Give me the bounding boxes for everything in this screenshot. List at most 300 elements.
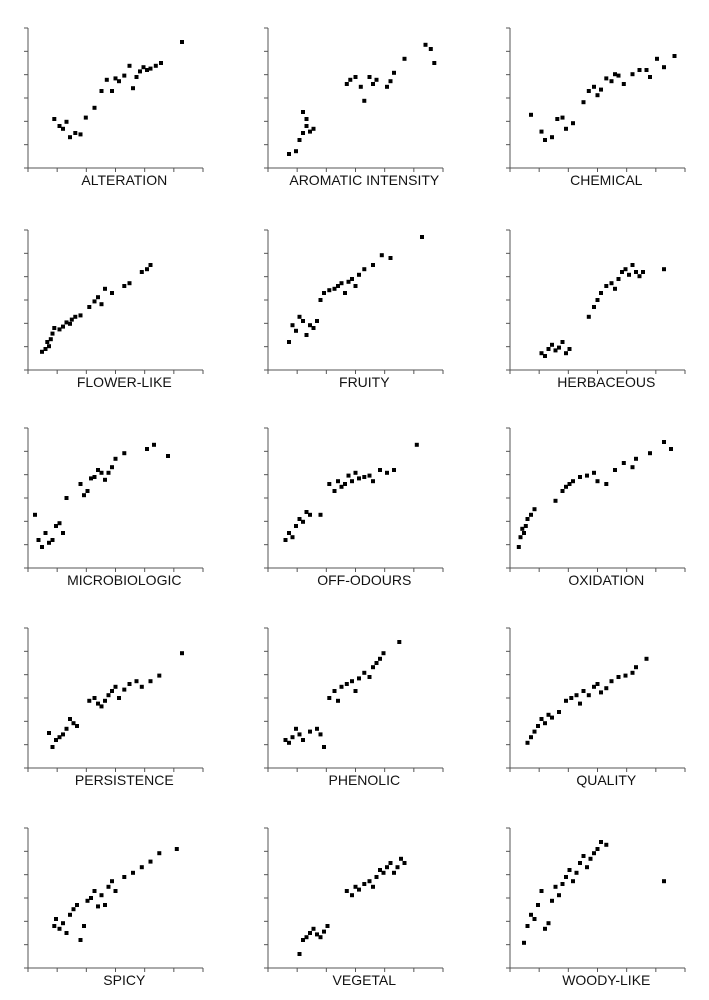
scatter-point — [613, 287, 617, 291]
scatter-point — [312, 127, 316, 131]
scatter-point — [100, 89, 104, 93]
scatter-point — [578, 702, 582, 706]
x-axis-label: WOODY-LIKE — [562, 972, 651, 988]
scatter-point — [617, 277, 621, 281]
scatter-point — [315, 727, 319, 731]
scatter-point — [315, 932, 319, 936]
scatter-point — [294, 727, 298, 731]
scatter-point — [103, 478, 107, 482]
scatter-point — [547, 921, 551, 925]
scatter-point — [154, 64, 158, 68]
scatter-point — [287, 741, 291, 745]
scatter-point — [520, 527, 524, 531]
scatter-point — [415, 443, 419, 447]
scatter-point — [673, 54, 677, 58]
scatter-panel — [506, 828, 685, 988]
scatter-point — [96, 295, 100, 299]
scatter-point — [362, 267, 366, 271]
scatter-point — [368, 879, 372, 883]
scatter-point — [396, 865, 400, 869]
scatter-point — [555, 117, 559, 121]
scatter-point — [110, 689, 114, 693]
scatter-point — [37, 538, 41, 542]
scatter-point — [100, 704, 104, 708]
scatter-point — [65, 727, 69, 731]
scatter-panel — [506, 428, 685, 588]
scatter-point — [75, 724, 79, 728]
scatter-point — [596, 847, 600, 851]
scatter-point — [568, 347, 572, 351]
scatter-panel — [24, 428, 203, 588]
scatter-point — [79, 313, 83, 317]
scatter-point — [298, 517, 302, 521]
scatter-point — [58, 327, 62, 331]
scatter-point — [61, 127, 65, 131]
scatter-point — [620, 270, 624, 274]
scatter-point — [596, 298, 600, 302]
scatter-point — [540, 130, 544, 134]
scatter-point — [357, 888, 361, 892]
scatter-point — [65, 120, 69, 124]
scatter-point — [44, 347, 48, 351]
scatter-point — [157, 851, 161, 855]
scatter-point — [645, 68, 649, 72]
scatter-point — [587, 693, 591, 697]
scatter-point — [308, 513, 312, 517]
scatter-point — [522, 531, 526, 535]
scatter-point — [51, 332, 55, 336]
scatter-point — [389, 256, 393, 260]
scatter-point — [529, 513, 533, 517]
scatter-point — [305, 935, 309, 939]
scatter-point — [627, 273, 631, 277]
scatter-point — [554, 348, 558, 352]
scatter-point — [149, 860, 153, 864]
scatter-point — [284, 538, 288, 542]
scatter-point — [103, 699, 107, 703]
scatter-point — [103, 903, 107, 907]
scatter-point — [65, 931, 69, 935]
scatter-point — [131, 871, 135, 875]
scatter-point — [526, 741, 530, 745]
scatter-point — [84, 116, 88, 120]
scatter-point — [382, 871, 386, 875]
scatter-point — [114, 76, 118, 80]
scatter-point — [596, 682, 600, 686]
scatter-point — [52, 326, 56, 330]
scatter-point — [362, 99, 366, 103]
scatter-point — [322, 745, 326, 749]
scatter-point — [345, 682, 349, 686]
scatter-point — [287, 152, 291, 156]
x-axis-label: FRUITY — [339, 374, 390, 390]
scatter-point — [322, 930, 326, 934]
scatter-point — [142, 65, 146, 69]
scatter-point — [371, 665, 375, 669]
scatter-point — [65, 320, 69, 324]
scatter-point — [582, 854, 586, 858]
scatter-point — [529, 735, 533, 739]
scatter-point — [75, 903, 79, 907]
scatter-panel — [264, 628, 443, 788]
scatter-point — [429, 47, 433, 51]
scatter-point — [40, 350, 44, 354]
scatter-panel — [24, 28, 203, 188]
scatter-point — [308, 730, 312, 734]
scatter-point — [536, 903, 540, 907]
scatter-point — [622, 82, 626, 86]
scatter-point — [72, 721, 76, 725]
scatter-point — [592, 851, 596, 855]
scatter-point — [73, 131, 77, 135]
scatter-point — [54, 738, 58, 742]
scatter-point — [641, 270, 645, 274]
scatter-point — [655, 57, 659, 61]
scatter-point — [87, 305, 91, 309]
scatter-point — [624, 674, 628, 678]
scatter-point — [140, 685, 144, 689]
scatter-point — [648, 451, 652, 455]
scatter-point — [135, 679, 139, 683]
scatter-point — [54, 917, 58, 921]
scatter-point — [333, 689, 337, 693]
scatter-point — [79, 482, 83, 486]
scatter-point — [571, 479, 575, 483]
scatter-point — [561, 489, 565, 493]
scatter-point — [554, 499, 558, 503]
scatter-point — [149, 263, 153, 267]
scatter-point — [587, 89, 591, 93]
scatter-point — [73, 315, 77, 319]
scatter-point — [357, 476, 361, 480]
scatter-panel — [264, 828, 443, 988]
scatter-point — [298, 952, 302, 956]
scatter-point — [40, 545, 44, 549]
scatter-point — [385, 85, 389, 89]
scatter-point — [51, 745, 55, 749]
scatter-point — [312, 326, 316, 330]
scatter-point — [571, 121, 575, 125]
scatter-point — [322, 291, 326, 295]
scatter-point — [149, 679, 153, 683]
scatter-point — [298, 732, 302, 736]
scatter-point — [308, 130, 312, 134]
scatter-point — [526, 924, 530, 928]
scatter-point — [575, 693, 579, 697]
scatter-point — [61, 732, 65, 736]
scatter-point — [122, 451, 126, 455]
scatter-point — [58, 735, 62, 739]
scatter-point — [561, 340, 565, 344]
scatter-point — [599, 291, 603, 295]
scatter-point — [599, 840, 603, 844]
scatter-point — [61, 325, 65, 329]
scatter-point — [557, 710, 561, 714]
scatter-point — [585, 865, 589, 869]
scatter-point — [624, 267, 628, 271]
scatter-point — [68, 913, 72, 917]
x-axis-label: QUALITY — [576, 772, 637, 788]
scatter-point — [604, 76, 608, 80]
scatter-point — [399, 857, 403, 861]
scatter-point — [378, 468, 382, 472]
scatter-point — [135, 75, 139, 79]
x-axis-label: CHEMICAL — [570, 172, 643, 188]
scatter-panel — [24, 628, 203, 788]
scatter-point — [45, 340, 49, 344]
scatter-point — [634, 270, 638, 274]
scatter-point — [294, 149, 298, 153]
scatter-point — [557, 346, 561, 350]
scatter-point — [122, 875, 126, 879]
scatter-point — [301, 110, 305, 114]
scatter-point — [305, 117, 309, 121]
scatter-point — [350, 679, 354, 683]
scatter-point — [662, 65, 666, 69]
scatter-point — [327, 696, 331, 700]
scatter-point — [333, 489, 337, 493]
scatter-point — [93, 696, 97, 700]
scatter-point — [564, 351, 568, 355]
scatter-point — [613, 72, 617, 76]
scatter-point — [58, 927, 62, 931]
scatter-point — [357, 676, 361, 680]
scatter-point — [51, 538, 55, 542]
scatter-point — [114, 685, 118, 689]
scatter-point — [617, 74, 621, 78]
scatter-point — [294, 524, 298, 528]
scatter-point — [145, 267, 149, 271]
scatter-point — [371, 263, 375, 267]
scatter-point — [149, 67, 153, 71]
scatter-point — [604, 284, 608, 288]
scatter-point — [343, 291, 347, 295]
x-axis-label: FLOWER-LIKE — [76, 374, 172, 390]
scatter-point — [533, 917, 537, 921]
scatter-point — [662, 440, 666, 444]
scatter-point — [564, 699, 568, 703]
scatter-point — [58, 521, 62, 525]
scatter-point — [610, 679, 614, 683]
scatter-point — [122, 688, 126, 692]
scatter-point — [533, 730, 537, 734]
scatter-point — [432, 61, 436, 65]
scatter-point — [33, 513, 37, 517]
scatter-point — [298, 138, 302, 142]
scatter-point — [631, 72, 635, 76]
scatter-point — [375, 875, 379, 879]
scatter-point — [533, 507, 537, 511]
scatter-point — [93, 889, 97, 893]
scatter-point — [599, 690, 603, 694]
scatter-point — [110, 89, 114, 93]
scatter-point — [543, 927, 547, 931]
scatter-point — [107, 693, 111, 697]
scatter-point — [517, 545, 521, 549]
scatter-point — [100, 893, 104, 897]
scatter-point — [543, 721, 547, 725]
scatter-point — [305, 124, 309, 128]
scatter-point — [96, 702, 100, 706]
scatter-point — [70, 318, 74, 322]
scatter-panel — [506, 628, 685, 788]
scatter-point — [564, 875, 568, 879]
scatter-point — [140, 865, 144, 869]
scatter-point — [291, 323, 295, 327]
scatter-point — [543, 354, 547, 358]
scatter-point — [345, 889, 349, 893]
scatter-point — [362, 671, 366, 675]
scatter-point — [96, 468, 100, 472]
scatter-point — [350, 277, 354, 281]
scatter-point — [662, 879, 666, 883]
scatter-point — [389, 861, 393, 865]
scatter-point — [89, 896, 93, 900]
scatter-point — [631, 465, 635, 469]
scatter-point — [291, 535, 295, 539]
x-axis-label: PERSISTENCE — [74, 772, 174, 788]
scatter-point — [604, 843, 608, 847]
scatter-point — [554, 885, 558, 889]
scatter-point — [105, 78, 109, 82]
scatter-point — [359, 85, 363, 89]
scatter-point — [547, 347, 551, 351]
scatter-point — [550, 135, 554, 139]
scatter-point — [301, 938, 305, 942]
scatter-point — [592, 305, 596, 309]
scatter-point — [93, 299, 97, 303]
scatter-point — [65, 496, 69, 500]
scatter-point — [103, 287, 107, 291]
scatter-point — [152, 443, 156, 447]
scatter-point — [301, 738, 305, 742]
scatter-point — [49, 337, 53, 341]
scatter-point — [145, 447, 149, 451]
scatter-point — [336, 284, 340, 288]
scatter-point — [319, 513, 323, 517]
scatter-point — [291, 735, 295, 739]
scatter-point — [68, 135, 72, 139]
scatter-point — [571, 879, 575, 883]
scatter-point — [582, 100, 586, 104]
scatter-point — [301, 319, 305, 323]
scatter-point — [319, 732, 323, 736]
scatter-point — [529, 113, 533, 117]
scatter-point — [343, 482, 347, 486]
scatter-point — [128, 682, 132, 686]
scatter-point — [392, 468, 396, 472]
scatter-point — [526, 517, 530, 521]
scatter-point — [596, 479, 600, 483]
scatter-point — [122, 284, 126, 288]
scatter-point — [550, 899, 554, 903]
scatter-point — [89, 476, 93, 480]
scatter-point — [308, 931, 312, 935]
scatter-point — [312, 927, 316, 931]
scatter-panel — [506, 28, 685, 188]
scatter-point — [380, 253, 384, 257]
scatter-point — [301, 520, 305, 524]
scatter-point — [550, 343, 554, 347]
scatter-point — [86, 899, 90, 903]
scatter-point — [110, 879, 114, 883]
scatter-point — [138, 69, 142, 73]
scatter-point — [403, 861, 407, 865]
scatter-point — [47, 731, 51, 735]
scatter-point — [371, 82, 375, 86]
scatter-panel — [506, 230, 685, 390]
scatter-point — [543, 138, 547, 142]
scatter-point — [284, 738, 288, 742]
scatter-point — [128, 64, 132, 68]
scatter-point — [378, 868, 382, 872]
scatter-point — [617, 675, 621, 679]
scatter-point — [340, 281, 344, 285]
scatter-point — [327, 482, 331, 486]
scatter-point — [522, 941, 526, 945]
scatter-point — [107, 885, 111, 889]
scatter-point — [420, 235, 424, 239]
scatter-point — [93, 106, 97, 110]
scatter-point — [157, 674, 161, 678]
scatter-point — [564, 485, 568, 489]
scatter-point — [354, 471, 358, 475]
scatter-point — [110, 291, 114, 295]
scatter-point — [145, 68, 149, 72]
scatter-point — [336, 699, 340, 703]
scatter-point — [305, 510, 309, 514]
scatter-point — [347, 280, 351, 284]
scatter-point — [604, 482, 608, 486]
scatter-point — [128, 281, 132, 285]
x-axis-label: HERBACEOUS — [557, 374, 656, 390]
scatter-point — [117, 696, 121, 700]
scatter-point — [524, 524, 528, 528]
scatter-point — [362, 475, 366, 479]
scatter-point — [645, 657, 649, 661]
scatter-point — [287, 531, 291, 535]
x-axis-label: ALTERATION — [81, 172, 168, 188]
scatter-point — [100, 471, 104, 475]
scatter-point — [638, 68, 642, 72]
scatter-point — [582, 689, 586, 693]
x-axis-label: OFF-ODOURS — [317, 572, 412, 588]
scatter-point — [52, 924, 56, 928]
x-axis-label: PHENOLIC — [328, 772, 401, 788]
scatter-point — [347, 474, 351, 478]
scatter-point — [301, 131, 305, 135]
scatter-point — [368, 675, 372, 679]
scatter-point — [389, 79, 393, 83]
scatter-point — [547, 713, 551, 717]
scatter-point — [662, 267, 666, 271]
scatter-point — [340, 485, 344, 489]
scatter-point — [79, 938, 83, 942]
scatter-panel — [264, 428, 443, 588]
scatter-point — [585, 474, 589, 478]
scatter-point — [357, 273, 361, 277]
scatter-point — [114, 889, 118, 893]
scatter-point — [354, 689, 358, 693]
scatter-point — [354, 284, 358, 288]
scatter-point — [529, 913, 533, 917]
scatter-point — [392, 71, 396, 75]
scatter-point — [82, 924, 86, 928]
scatter-point — [58, 124, 62, 128]
scatter-point — [100, 302, 104, 306]
scatter-point — [378, 657, 382, 661]
scatter-point — [564, 127, 568, 131]
